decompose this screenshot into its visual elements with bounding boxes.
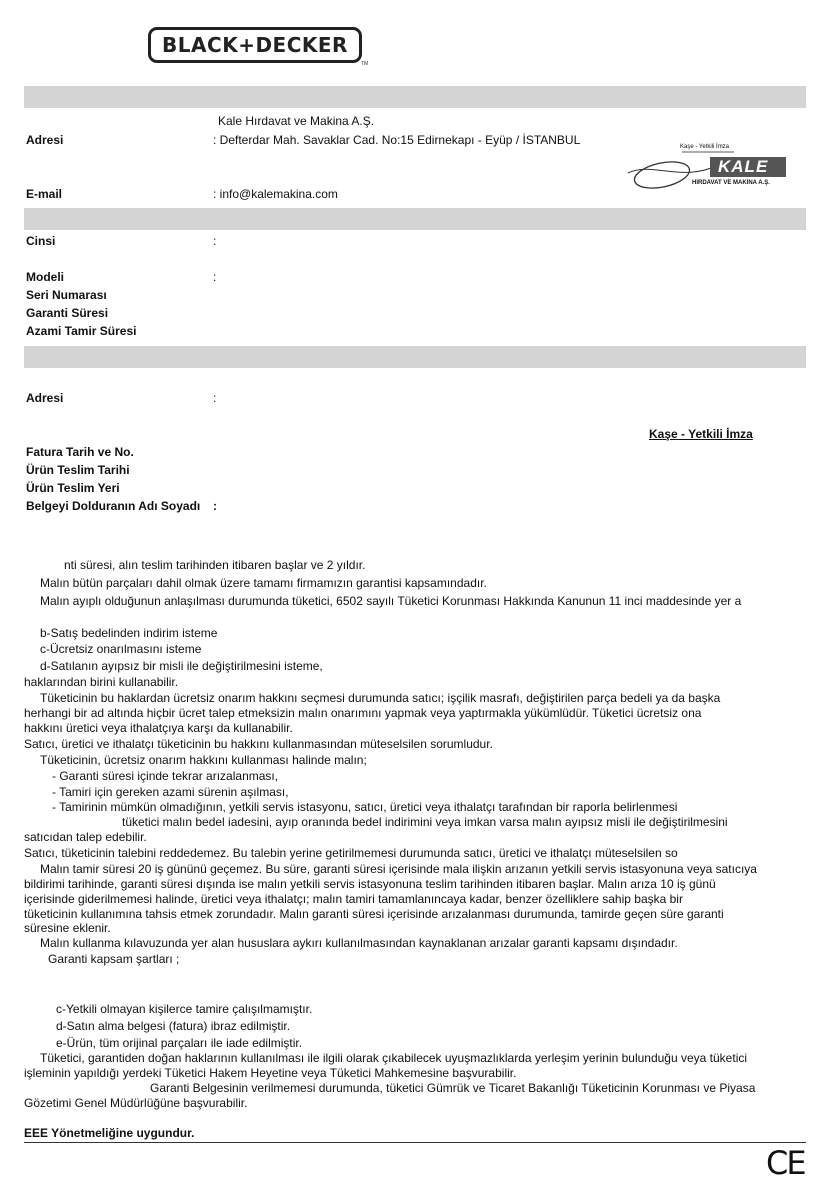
seller-address-label: Adresi <box>26 391 64 405</box>
stamp-bottom-text: HIRDAVAT VE MAKINA A.Ş. <box>692 180 770 186</box>
condition-line: satıcıdan talep edebilir. <box>24 830 147 844</box>
seller-invoice-label: Fatura Tarih ve No. <box>26 445 134 459</box>
condition-line: Garanti Belgesinin verilmemesi durumunda, tüketici Gümrük ve Ticaret Bakanlığı Tüketicinin Korunması ve Piyasa <box>150 1081 756 1095</box>
company-email-label: E-mail <box>26 187 63 201</box>
product-type-label: Cinsi <box>26 234 56 248</box>
seller-filler-colon: : <box>213 499 217 513</box>
trademark-mark: TM <box>361 61 369 67</box>
product-serial-label: Seri Numarası <box>26 288 107 302</box>
seller-delivery-date-label: Ürün Teslim Tarihi <box>26 463 130 477</box>
condition-line: c-Yetkili olmayan kişilerce tamire çalışılmamıştır. <box>56 1002 313 1016</box>
condition-line: Tüketicinin bu haklardan ücretsiz onarım hakkını seçmesi durumunda satıcı; işçilik masrafı, değiştirilen parça bedeli ya da başka <box>40 691 721 705</box>
condition-line: haklarından birini kullanabilir. <box>24 675 179 689</box>
condition-line: bildirimi tarihinde, garanti süresi dışında ise malın yetkili servis istasyonuna teslim tarihinden itibaren başlar. Malın arıza 10 iş günü <box>24 877 716 891</box>
condition-line: herhangi bir ad altında hiçbir ücret talep etmeksizin malın onarımını yapmak veya yaptırmakla yükümlüdür. Tüketici ücretsiz ona <box>24 706 702 720</box>
compliance-statement: EEE Yönetmeliğine uygundur. <box>24 1126 195 1140</box>
seller-address-colon: : <box>213 391 217 405</box>
product-repair-label: Azami Tamir Süresi <box>26 324 137 338</box>
product-model-label: Modeli <box>26 270 64 284</box>
company-name: Kale Hırdavat ve Makina A.Ş. <box>218 114 375 128</box>
condition-line: Satıcı, tüketicinin talebini reddedemez. Bu talebin yerine getirilmemesi durumunda satıcı, üretici ve ithalatçı müteselsilen so <box>24 846 678 860</box>
condition-line: içerisinde giderilmemesi halinde, üretici veya ithalatçı; malın tamiri tamamlanıncaya kadar, benzer özelliklere sahip başka bir <box>24 892 683 906</box>
seller-delivery-place-label: Ürün Teslim Yeri <box>26 481 120 495</box>
condition-line: - Garanti süresi içinde tekrar arızalanması, <box>52 769 279 783</box>
condition-line: Satıcı, üretici ve ithalatçı tüketicinin bu hakkını kullanmasından müteselsilen sorumludur. <box>24 737 493 751</box>
condition-line: - Tamiri için gereken azami sürenin aşılması, <box>52 785 289 799</box>
condition-line: c-Ücretsiz onarılmasını isteme <box>40 642 202 656</box>
condition-line: Tüketicinin, ücretsiz onarım hakkını kullanması halinde malın; <box>40 753 367 767</box>
condition-line: Tüketici, garantiden doğan haklarının kullanılması ile ilgili olarak çıkabilecek uyuşmazlıklarda yerleşim yerinin bulunduğu veya tüketici <box>40 1051 748 1065</box>
company-email-value: : info@kalemakina.com <box>213 187 338 201</box>
company-address-label: Adresi <box>26 133 64 147</box>
company-address-value: : Defterdar Mah. Savaklar Cad. No:15 Edirnekapı - Eyüp / İSTANBUL <box>213 133 581 147</box>
condition-line: hakkını üretici veya ithalatçıya karşı da kullanabilir. <box>24 721 293 735</box>
condition-line: Malın ayıplı olduğunun anlaşılması durumunda tüketici, 6502 sayılı Tüketici Korunması Hakkında Kanunun 11 inci maddesinde yer a <box>40 594 742 608</box>
condition-line: tüketicinin kullanımına tahsis etmek zorundadır. Malın garanti süresi içerisinde arızalanması durumunda, tamirde geçen süre garanti <box>24 907 724 921</box>
condition-line: Malın tamir süresi 20 iş gününü geçemez. Bu süre, garanti süresi içerisinde mala ilişkin arızanın yetkili servis istasyonuna veya satıcıya <box>40 862 757 876</box>
condition-line: tüketici malın bedel iadesini, ayıp oranında bedel indirimini veya imkan varsa malın ayıpsız misli ile değiştirilmesini <box>122 815 728 829</box>
condition-line: nti süresi, alın teslim tarihinden itibaren başlar ve 2 yıldır. <box>64 558 366 572</box>
condition-line: Gözetimi Genel Müdürlüğüne başvurabilir. <box>24 1096 248 1110</box>
product-warranty-label: Garanti Süresi <box>26 306 109 320</box>
stamp-brand-text: KALE <box>718 157 769 176</box>
ce-mark-icon: CE <box>766 1144 805 1182</box>
condition-line: d-Satılanın ayıpsız bir misli ile değiştirilmesini isteme, <box>40 659 323 673</box>
condition-line: Malın kullanma kılavuzunda yer alan hususlara aykırı kullanılmasından kaynaklanan arızalar garanti kapsamı dışındadır. <box>40 936 678 950</box>
section-band-product <box>24 208 806 230</box>
product-type-colon: : <box>213 234 217 248</box>
footer-divider <box>24 1142 806 1143</box>
condition-line: Garanti kapsam şartları ; <box>48 952 180 966</box>
condition-line: d-Satın alma belgesi (fatura) ibraz edilmiştir. <box>56 1019 291 1033</box>
condition-line: e-Ürün, tüm orijinal parçaları ile iade edilmiştir. <box>56 1036 303 1050</box>
condition-line: işleminin yapıldığı yerdeki Tüketici Hakem Heyetine veya Tüketici Mahkemesine başvurabilir. <box>24 1066 517 1080</box>
stamp-top-text: Kaşe - Yetkili İmza <box>680 144 730 150</box>
section-band-company <box>24 86 806 108</box>
section-band-seller <box>24 346 806 368</box>
condition-line: Malın bütün parçaları dahil olmak üzere tamamı firmamızın garantisi kapsamındadır. <box>40 576 487 590</box>
condition-line: - Tamirinin mümkün olmadığının, yetkili servis istasyonu, satıcı, üretici veya ithalatçı tarafından bir raporla belirlenmesi <box>52 800 678 814</box>
brand-logo: BLACK+DECKER <box>148 27 362 63</box>
condition-line: b-Satış bedelinden indirim isteme <box>40 626 218 640</box>
product-model-colon: : <box>213 270 217 284</box>
seller-filler-label: Belgeyi Dolduranın Adı Soyadı <box>26 499 201 513</box>
seller-stamp-label: Kaşe - Yetkili İmza <box>649 427 753 441</box>
company-stamp <box>622 143 788 193</box>
condition-line: süresine eklenir. <box>24 921 111 935</box>
